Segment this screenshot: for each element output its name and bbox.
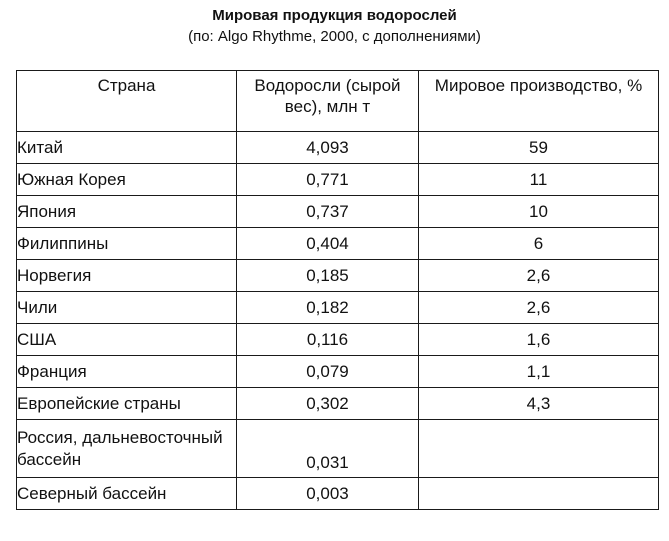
share-cell: 1,1 <box>419 356 659 388</box>
table-title: Мировая продукция водорослей <box>212 7 457 24</box>
table-row <box>17 132 659 164</box>
share-cell: 6 <box>419 228 659 260</box>
table-header-row <box>17 71 659 132</box>
country-cell: Норвегия <box>17 260 237 292</box>
table-row <box>17 196 659 228</box>
column-header-weight: Водоросли (сырой вес), млн т <box>237 71 419 132</box>
algae-production-table <box>16 70 659 510</box>
share-cell: 11 <box>419 164 659 196</box>
weight-cell: 0,302 <box>237 388 419 420</box>
weight-cell: 0,737 <box>237 196 419 228</box>
country-cell: Северный бассейн <box>17 478 237 510</box>
share-cell: 59 <box>419 132 659 164</box>
share-cell: 4,3 <box>419 388 659 420</box>
country-cell: Европейские страны <box>17 388 237 420</box>
weight-cell: 0,182 <box>237 292 419 324</box>
table-row <box>17 324 659 356</box>
weight-cell: 0,031 <box>237 420 419 478</box>
country-cell: Филиппины <box>17 228 237 260</box>
table-row <box>17 478 659 510</box>
column-header-country: Страна <box>17 71 237 132</box>
share-cell <box>419 420 659 478</box>
table-row <box>17 388 659 420</box>
share-cell <box>419 478 659 510</box>
share-cell: 2,6 <box>419 260 659 292</box>
table-row <box>17 292 659 324</box>
weight-cell: 0,404 <box>237 228 419 260</box>
table-row <box>17 164 659 196</box>
country-cell: Россия, дальневосточный бассейн <box>17 420 237 478</box>
weight-cell: 0,116 <box>237 324 419 356</box>
country-cell: Япония <box>17 196 237 228</box>
table-subtitle: (по: Algo Rhythme, 2000, с дополнениями) <box>188 28 481 45</box>
table-row <box>17 260 659 292</box>
country-cell: США <box>17 324 237 356</box>
country-cell: Китай <box>17 132 237 164</box>
country-cell: Франция <box>17 356 237 388</box>
country-cell: Чили <box>17 292 237 324</box>
weight-cell: 0,185 <box>237 260 419 292</box>
country-cell: Южная Корея <box>17 164 237 196</box>
share-cell: 2,6 <box>419 292 659 324</box>
table-row <box>17 420 659 478</box>
share-cell: 10 <box>419 196 659 228</box>
weight-cell: 0,771 <box>237 164 419 196</box>
share-cell: 1,6 <box>419 324 659 356</box>
weight-cell: 0,079 <box>237 356 419 388</box>
column-header-share: Мировое производство, % <box>419 71 659 132</box>
table-row <box>17 356 659 388</box>
weight-cell: 0,003 <box>237 478 419 510</box>
weight-cell: 4,093 <box>237 132 419 164</box>
table-row <box>17 228 659 260</box>
